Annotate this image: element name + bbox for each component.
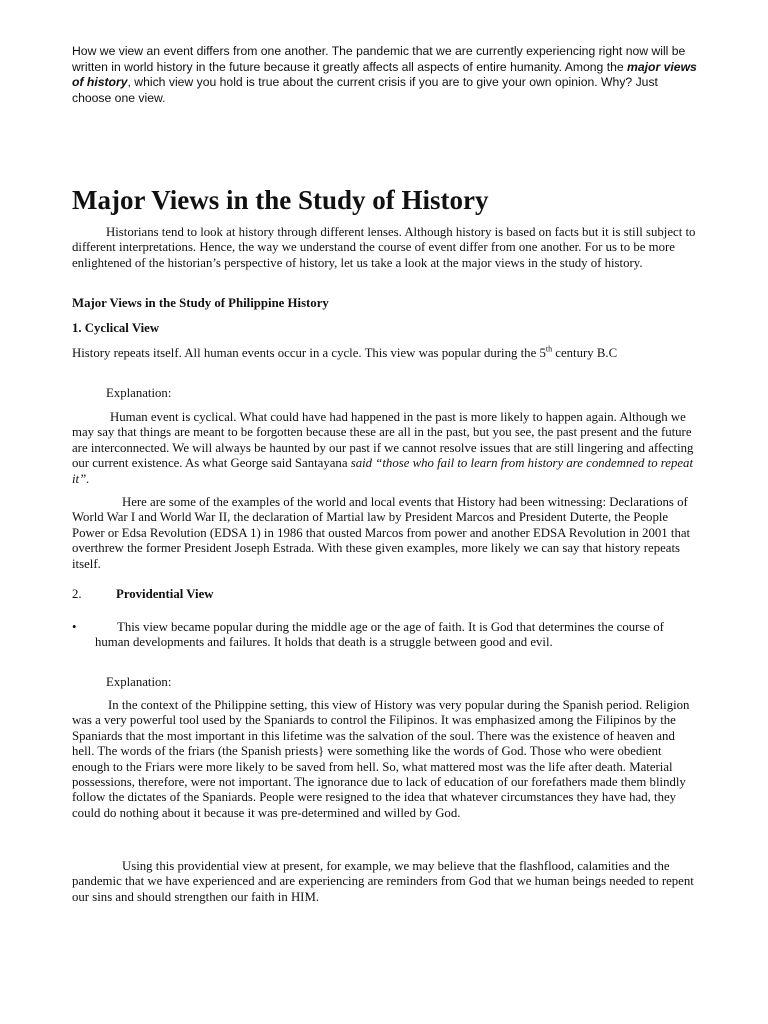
prompt-text-end: , which view you hold is true about the current crisis if you are to give your own opinion. Why? Just choose one view. xyxy=(72,75,658,105)
assignment-prompt xyxy=(72,44,700,106)
providential-number: 2. xyxy=(72,587,82,601)
ordinal-superscript: th xyxy=(545,344,553,354)
providential-present-paragraph: Using this providential view at present, for example, we may believe that the flashflood, calamities and the pandemic that we have experienced and are experiencing are reminders from God that we human beings needed to repent our sins and should strengthen our faith in HIM. xyxy=(72,859,694,904)
document-page xyxy=(72,44,700,904)
intro-paragraph: Historians tend to look at history through different lenses. Although history is based on facts but it is still subject to different interpretations. Hence, the way we understand the course of event differ from one another. For us to be more enlightened of the historian’s perspective of history, let us take a look at the major views in the study of history. xyxy=(72,225,696,270)
providential-bullet xyxy=(72,620,700,651)
providential-view-heading xyxy=(72,587,214,602)
bullet-icon: • xyxy=(72,620,77,634)
cyclical-definition xyxy=(72,346,692,361)
providential-bullet-text: This view became popular during the middle age or the age of faith. It is God that determines the course of human developments and failures. It holds that death is a struggle between good and evil. xyxy=(95,620,664,650)
cyclical-explanation-label: Explanation: xyxy=(106,386,172,400)
cyclical-explanation-text: Human event is cyclical. What could have had happened in the past is more likely to happen again. Although we may say that things are meant to be forgotten because these are all in the past, but you see, the past present and the future are interconnected. We will always be haunted by our past if we cannot resolve issues that are still lingering and affecting our current existence. As what George said Santayana xyxy=(72,410,694,471)
providential-explanation-label: Explanation: xyxy=(106,675,172,689)
cyclical-definition-start: History repeats itself. All human events occur in a cycle. This view was popular during the 5 xyxy=(72,346,546,360)
document-title: Major Views in the Study of History xyxy=(72,185,489,215)
cyclical-definition-end: century B.C xyxy=(552,346,618,360)
prompt-emphasis: major views of history xyxy=(72,59,697,89)
cyclical-explanation-paragraph xyxy=(72,410,700,487)
santayana-quote: said “those who fail to learn from history are condemned to repeat it”. xyxy=(72,456,694,486)
cyclical-examples-paragraph: Here are some of the examples of the world and local events that History had been witnessing: Declarations of World War I and World War II, the declaration of Martial law by President Marcos and President Duterte, the People Power or Edsa Revolution (EDSA 1) in 1986 that ousted Marcos from power and another EDSA Revolution in 2001 that overthrew the former President Joseph Estrada. With these given examples, more likely we can say that history repeats itself. xyxy=(72,495,691,571)
section-subheading: Major Views in the Study of Philippine History xyxy=(72,296,329,310)
prompt-text-start: How we view an event differs from one another. The pandemic that we are currently experiencing right now will be written in world history in the future because it greatly affects all aspects of entire humanity. Among the xyxy=(72,44,686,74)
providential-explanation-paragraph: In the context of the Philippine setting, this view of History was very popular during the Spanish period. Religion was a very powerful tool used by the Spaniards to control the Filipinos. It was emphasized among the Filipinos by the Spaniards that the most important in this lifetime was the salvation of the soul. There was the existence of heaven and hell. The words of the friars (the Spanish priests} were something like the words of God. Those who were obedient enough to the Friars were more likely to be saved from hell. So, what mattered most was the life after death. Material possessions, therefore, were not important. The ignorance due to lack of education of our forefathers made them blindly follow the dictates of the Spaniards. People were resigned to the idea that whatever circumstances they have had, they could do nothing about it because it was pre-determined and willed by God. xyxy=(72,698,690,820)
cyclical-view-heading: 1. Cyclical View xyxy=(72,321,160,335)
providential-heading-label: Providential View xyxy=(116,587,214,601)
